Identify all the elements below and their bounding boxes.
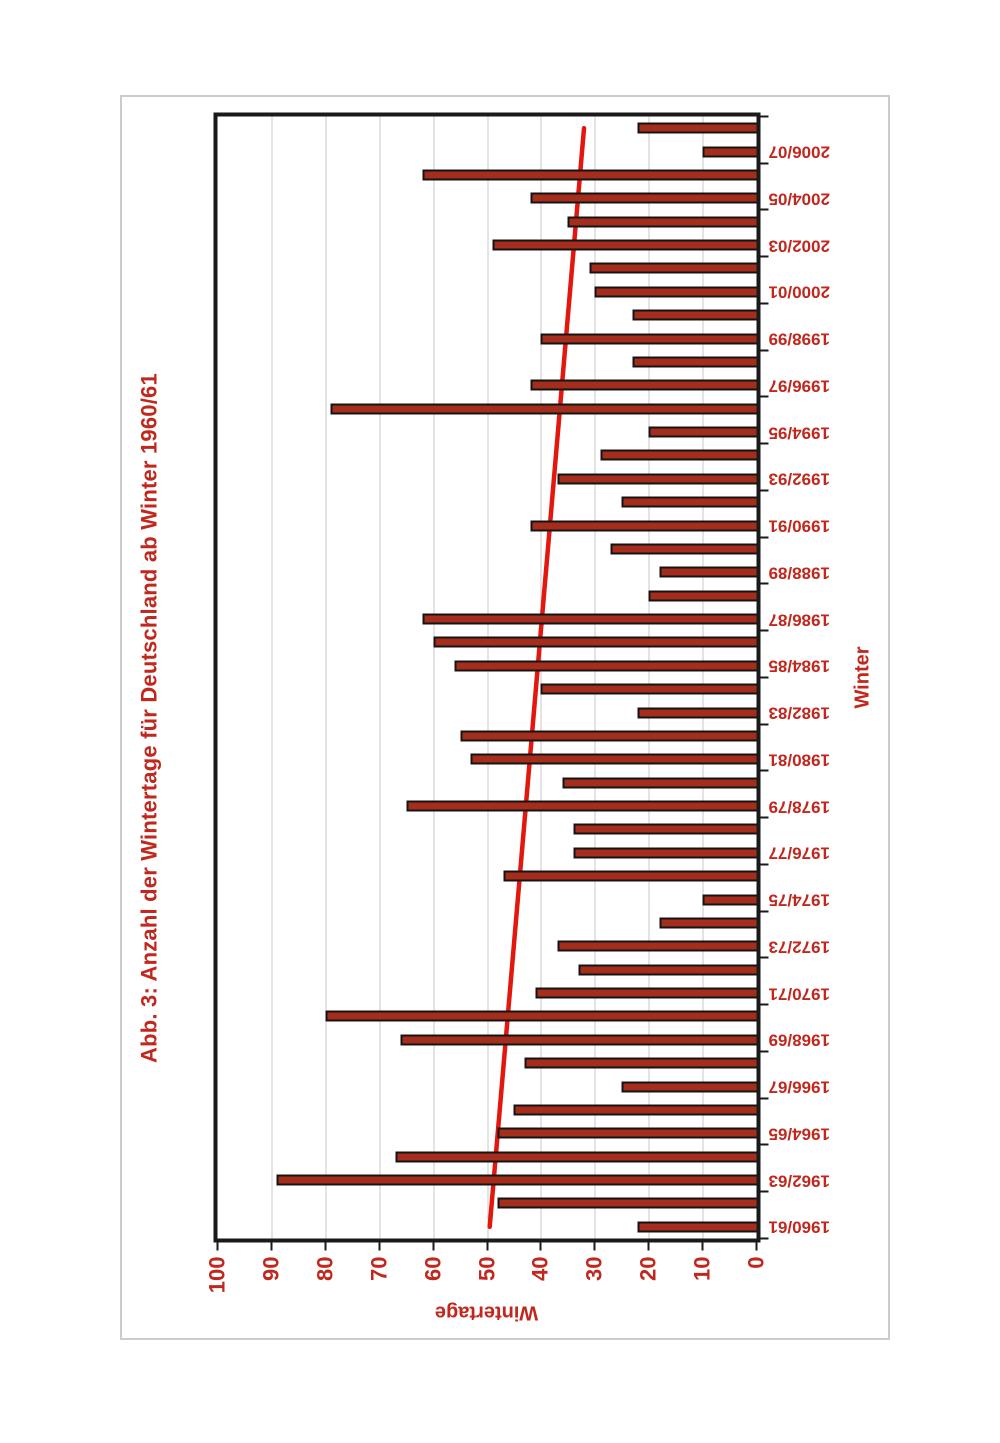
x-axis-tick xyxy=(760,770,768,772)
y-axis-title: Wintertage xyxy=(434,1301,538,1323)
x-axis-tick xyxy=(760,957,768,959)
bar-1990-91 xyxy=(530,520,756,531)
x-axis-tick xyxy=(760,489,768,491)
bar-1997-98 xyxy=(632,356,756,367)
bar-1984-85 xyxy=(454,660,756,671)
bar-1971-72 xyxy=(578,964,756,975)
bar-1991-92 xyxy=(621,496,756,507)
x-tick-label: 1974/75 xyxy=(768,890,830,910)
x-tick-label: 1978/79 xyxy=(768,796,830,816)
bar-1981-82 xyxy=(460,730,756,741)
x-tick-label: 1984/85 xyxy=(768,656,830,676)
y-axis-tick xyxy=(324,1242,326,1250)
x-axis-tick xyxy=(760,396,768,398)
x-tick-label: 2006/07 xyxy=(768,142,830,162)
bar-1983-84 xyxy=(540,683,756,694)
x-tick-label: 1994/95 xyxy=(768,422,830,442)
bar-2007-08 xyxy=(637,122,756,133)
bar-1967-68 xyxy=(524,1057,756,1068)
bar-1974-75 xyxy=(702,894,756,905)
x-tick-label: 1962/63 xyxy=(768,1170,830,1190)
y-tick-label: 30 xyxy=(581,1256,607,1281)
x-tick-label: 1998/99 xyxy=(768,329,830,349)
x-axis-tick xyxy=(760,863,768,865)
x-tick-label: 1964/65 xyxy=(768,1123,830,1143)
y-tick-label: 70 xyxy=(365,1256,391,1281)
bar-2006-07 xyxy=(702,146,756,157)
bar-1996-97 xyxy=(530,379,756,390)
y-axis-tick xyxy=(539,1242,541,1250)
x-tick-label: 2000/01 xyxy=(768,282,830,302)
y-tick-label: 100 xyxy=(204,1256,229,1293)
x-tick-label: 1986/87 xyxy=(768,609,830,629)
y-axis-tick xyxy=(701,1242,703,1250)
x-axis-tick xyxy=(760,302,768,304)
x-axis-tick xyxy=(760,255,768,257)
x-axis-tick xyxy=(760,583,768,585)
bar-1980-81 xyxy=(470,753,756,764)
chart-title: Abb. 3: Anzahl der Wintertage für Deutschland ab Winter 1960/61 xyxy=(136,372,161,1063)
x-axis-tick xyxy=(760,1097,768,1099)
x-axis-tick xyxy=(760,910,768,912)
bar-1978-79 xyxy=(406,800,756,811)
bar-1969-70 xyxy=(325,1010,756,1021)
y-tick-label: 10 xyxy=(689,1256,715,1281)
bar-1999-00 xyxy=(632,309,756,320)
bar-1998-99 xyxy=(540,333,756,344)
bar-1992-93 xyxy=(557,473,756,484)
bar-2000-01 xyxy=(594,286,756,297)
x-tick-label: 1996/97 xyxy=(768,375,830,395)
x-axis-tick xyxy=(760,1144,768,1146)
bar-1961-62 xyxy=(497,1197,756,1208)
x-axis-tick xyxy=(760,1190,768,1192)
bar-1982-83 xyxy=(637,707,756,718)
x-axis-tick xyxy=(760,442,768,444)
bar-1960-61 xyxy=(637,1221,756,1232)
bar-1962-63 xyxy=(276,1174,756,1185)
bar-1977-78 xyxy=(573,823,756,834)
bar-1985-86 xyxy=(433,636,756,647)
y-axis-tick xyxy=(270,1242,272,1250)
bar-2003-04 xyxy=(567,216,756,227)
x-tick-label: 1966/67 xyxy=(768,1077,830,1097)
bar-1979-80 xyxy=(562,777,756,788)
x-axis-tick xyxy=(760,629,768,631)
y-tick-label: 80 xyxy=(311,1256,337,1281)
y-tick-label: 50 xyxy=(473,1256,499,1281)
y-axis-tick xyxy=(378,1242,380,1250)
x-tick-label: 1970/71 xyxy=(768,983,830,1003)
chart xyxy=(120,95,890,1340)
bar-1995-96 xyxy=(330,403,756,414)
bar-2001-02 xyxy=(589,262,756,273)
x-tick-label: 1982/83 xyxy=(768,703,830,723)
x-axis-tick xyxy=(760,816,768,818)
x-tick-label: 1960/61 xyxy=(768,1217,830,1237)
bar-1993-94 xyxy=(600,449,756,460)
bar-1968-69 xyxy=(400,1034,756,1045)
x-tick-label: 1968/69 xyxy=(768,1030,830,1050)
x-tick-label: 1992/93 xyxy=(768,469,830,489)
y-axis-tick xyxy=(216,1242,218,1250)
bar-1989-90 xyxy=(610,543,756,554)
y-axis-tick xyxy=(647,1242,649,1250)
x-axis-tick xyxy=(760,676,768,678)
y-axis-tick xyxy=(486,1242,488,1250)
x-tick-label: 1988/89 xyxy=(768,562,830,582)
x-tick-label: 1972/73 xyxy=(768,936,830,956)
y-tick-label: 40 xyxy=(527,1256,553,1281)
x-axis-tick xyxy=(760,1003,768,1005)
x-tick-label: 1990/91 xyxy=(768,516,830,536)
x-axis-tick xyxy=(760,349,768,351)
x-axis-tick xyxy=(760,162,768,164)
bar-2002-03 xyxy=(492,239,756,250)
x-axis-tick xyxy=(760,723,768,725)
x-tick-label: 1980/81 xyxy=(768,749,830,769)
trend-line xyxy=(217,116,756,1238)
bar-1966-67 xyxy=(621,1081,756,1092)
y-axis-tick xyxy=(593,1242,595,1250)
bar-1975-76 xyxy=(503,870,756,881)
x-axis-tick xyxy=(760,1050,768,1052)
bar-1976-77 xyxy=(573,847,756,858)
x-tick-label: 2002/03 xyxy=(768,235,830,255)
y-tick-label: 90 xyxy=(257,1256,283,1281)
bar-1965-66 xyxy=(513,1104,756,1115)
x-axis-title: Winter xyxy=(851,645,873,709)
plot-area xyxy=(213,112,760,1242)
bar-1972-73 xyxy=(557,940,756,951)
x-axis-tick xyxy=(760,209,768,211)
bar-1963-64 xyxy=(395,1151,756,1162)
x-axis-tick xyxy=(760,536,768,538)
bar-1973-74 xyxy=(659,917,756,928)
y-tick-label: 60 xyxy=(419,1256,445,1281)
bar-1964-65 xyxy=(497,1127,756,1138)
bar-1994-95 xyxy=(648,426,756,437)
bar-2005-06 xyxy=(422,169,756,180)
y-tick-label: 0 xyxy=(743,1256,768,1269)
x-axis-tick xyxy=(760,115,768,117)
bar-1986-87 xyxy=(422,613,756,624)
bar-1988-89 xyxy=(659,566,756,577)
bar-2004-05 xyxy=(530,192,756,203)
x-axis-tick xyxy=(760,1237,768,1239)
y-tick-label: 20 xyxy=(635,1256,661,1281)
x-tick-label: 1976/77 xyxy=(768,843,830,863)
bar-1987-88 xyxy=(648,590,756,601)
y-axis-tick xyxy=(755,1242,757,1250)
bar-1970-71 xyxy=(535,987,756,998)
y-axis-tick xyxy=(432,1242,434,1250)
x-tick-label: 2004/05 xyxy=(768,188,830,208)
